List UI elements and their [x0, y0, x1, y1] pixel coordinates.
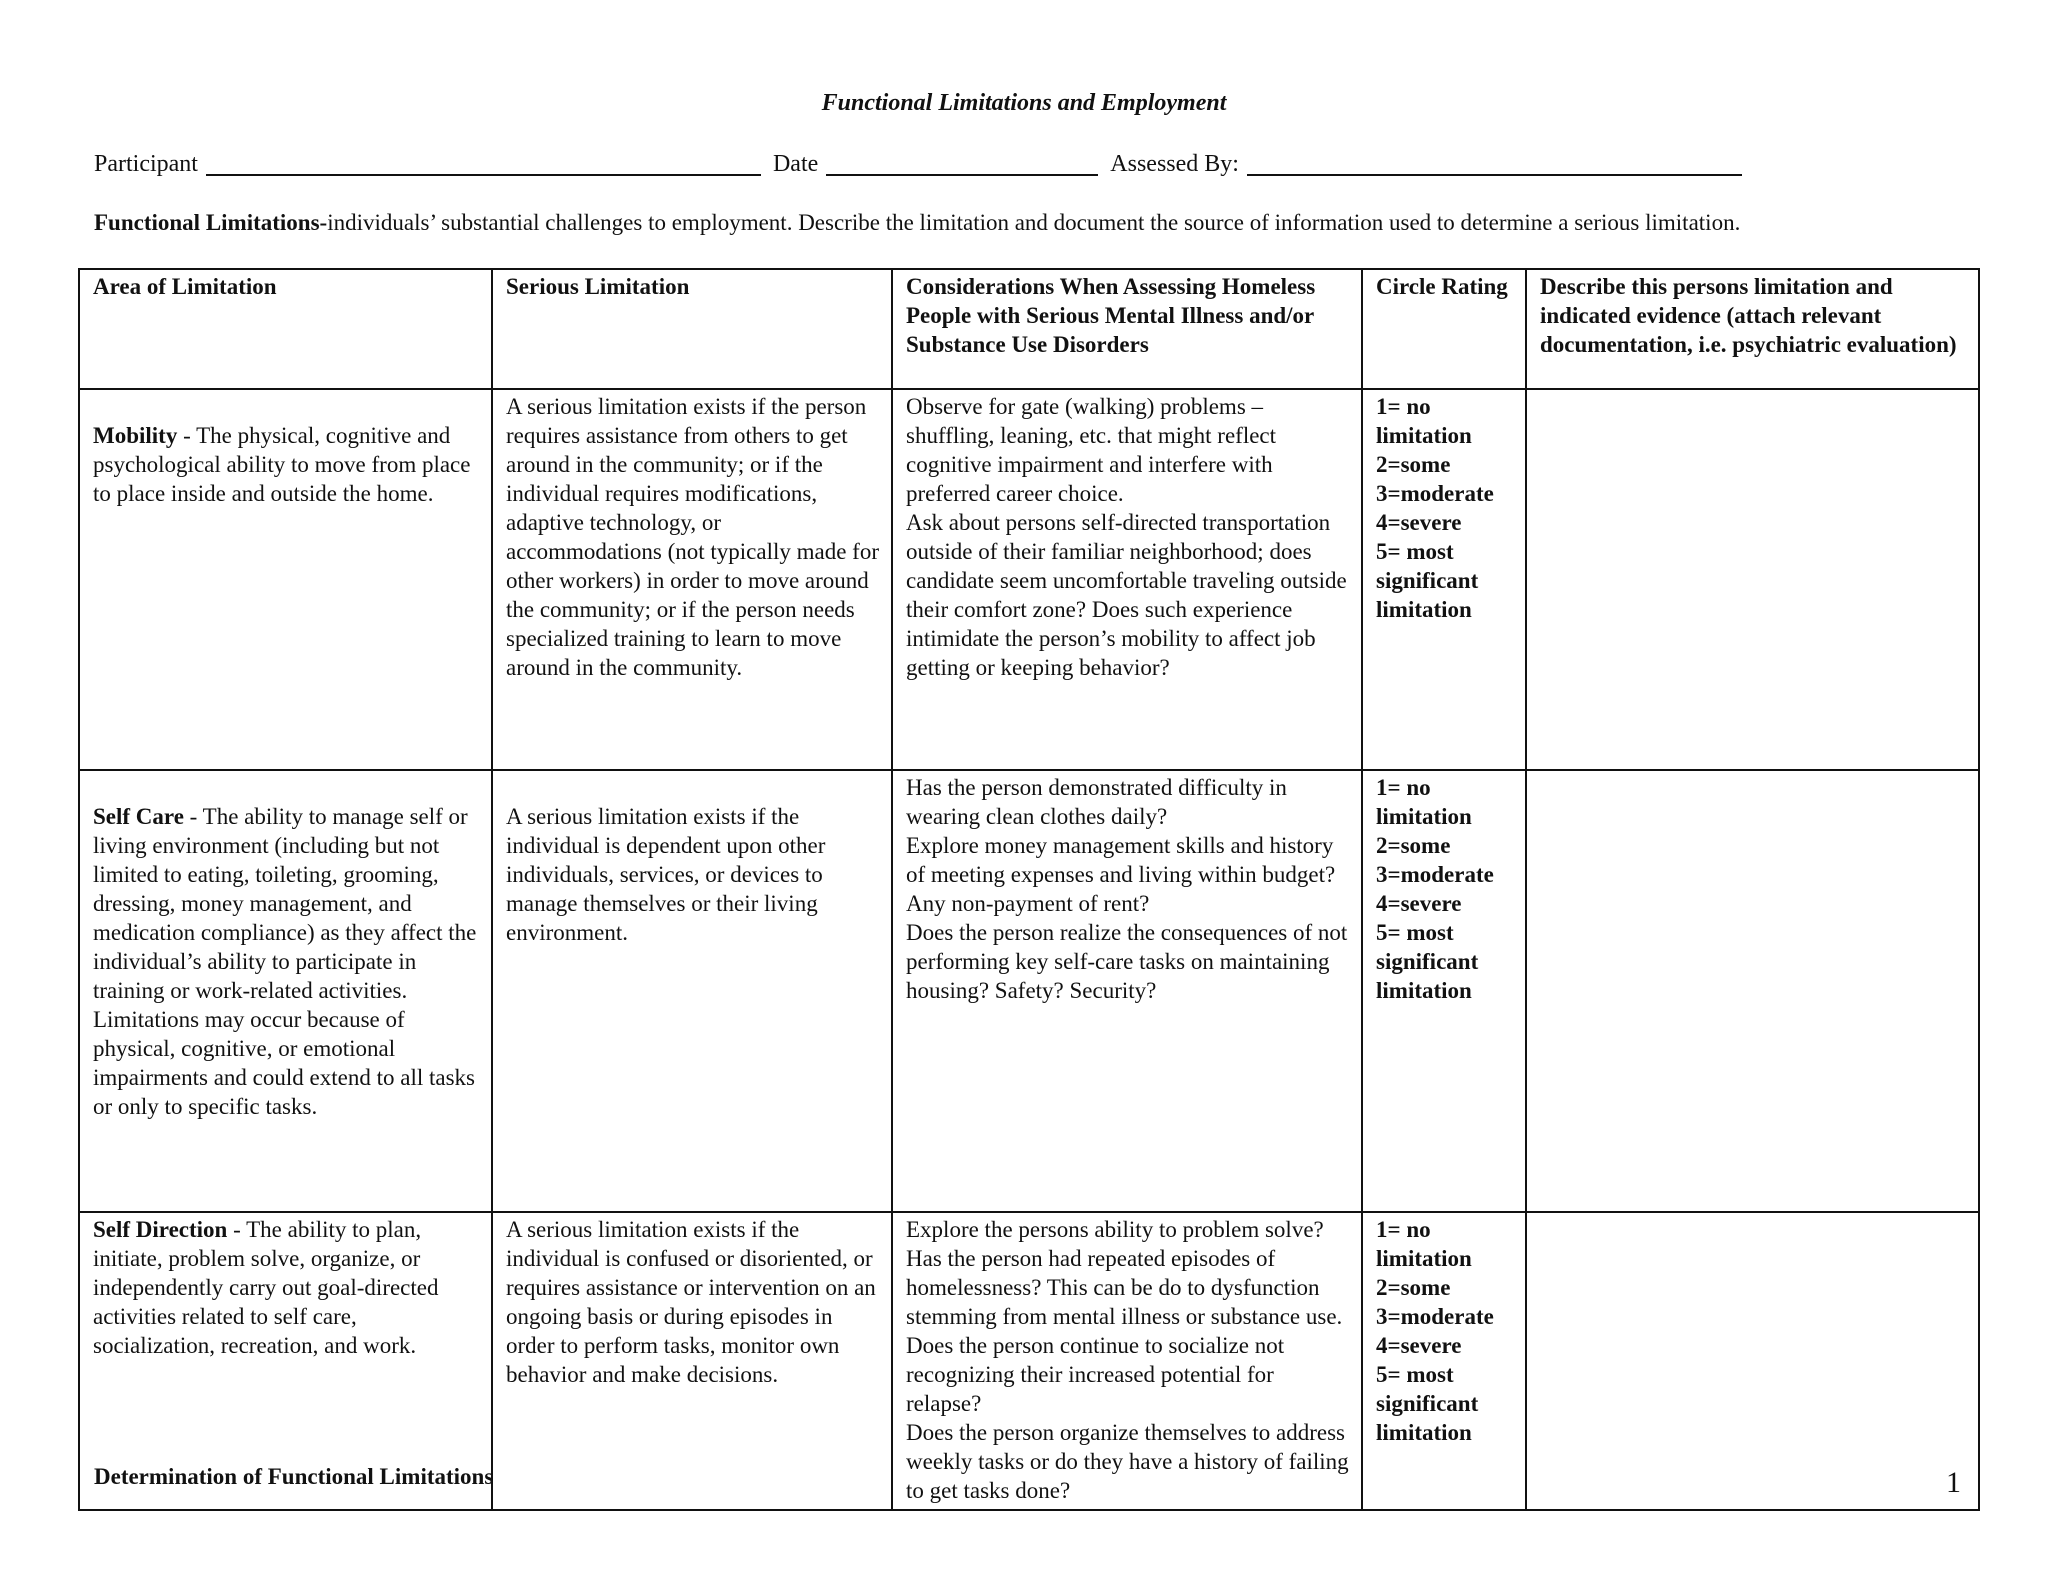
area-cell — [79, 389, 492, 770]
header-describe: Describe this persons limitation and indicated evidence (attach relevant documentation, i.e. psychiatric evaluation) — [1526, 269, 1979, 389]
rating-option[interactable]: 2=some — [1376, 833, 1451, 858]
intro-bold: Functional Limitations- — [94, 210, 328, 235]
rating-option[interactable]: 1= no limitation — [1376, 394, 1472, 448]
rating-option[interactable]: 1= no limitation — [1376, 775, 1472, 829]
area-cell — [79, 770, 492, 1212]
serious-cell: A serious limitation exists if the person requires assistance from others to get around in the community; or if the individual requires modifications, adaptive technology, or accommodations (not typically made for other workers) in order to move around the community; or if the person needs specialized training to learn to move around in the community. — [492, 389, 892, 770]
intro-text — [94, 210, 1740, 236]
footer-label: Determination of Functional Limitations — [94, 1464, 494, 1489]
consideration-text: Explore the persons ability to problem solve? Has the person had repeated episodes of homelessness? This can be do to dysfunction stemming from mental illness or substance use. Does the person continue to socialize not recognizing their increased potential for relapse? — [906, 1217, 1343, 1416]
header-area: Area of Limitation — [79, 269, 492, 389]
rating-option[interactable]: 4=severe — [1376, 891, 1462, 916]
considerations-cell — [892, 1212, 1362, 1510]
table-header-row — [79, 269, 1979, 389]
consideration-text: Does the person realize the consequences of not performing key self-care tasks on maintaining housing? Safety? Security? — [906, 920, 1348, 1003]
area-name: Self Care — [93, 804, 184, 829]
page-title: Functional Limitations and Employment — [821, 90, 1227, 116]
rating-option[interactable]: 3=moderate — [1376, 1304, 1494, 1329]
header-serious: Serious Limitation — [492, 269, 892, 389]
considerations-cell — [892, 389, 1362, 770]
describe-cell[interactable] — [1526, 770, 1979, 1212]
serious-cell: A serious limitation exists if the individual is dependent upon other individuals, services, or devices to manage themselves or their living environment. — [492, 770, 892, 1212]
describe-cell[interactable] — [1526, 389, 1979, 770]
area-name: Self Direction — [93, 1217, 228, 1242]
intro-body: individuals’ substantial challenges to employment. Describe the limitation and document the source of information used to determine a serious limitation. — [327, 210, 1741, 235]
assessed-by-field[interactable] — [1247, 150, 1742, 176]
rating-cell[interactable] — [1362, 770, 1526, 1212]
rating-option[interactable]: 3=moderate — [1376, 862, 1494, 887]
assessed-by-label: Assessed By: — [1110, 151, 1239, 177]
rating-option[interactable]: 2=some — [1376, 1275, 1451, 1300]
serious-cell: A serious limitation exists if the individual is confused or disoriented, or requires assistance or intervention on an ongoing basis or during episodes in order to perform tasks, monitor own behavior and make decisions. — [492, 1212, 892, 1510]
consideration-text: Ask about persons self-directed transportation outside of their familiar neighborhood; does candidate seem uncomfortable traveling outside their comfort zone? Does such experience intimidate the person’s mobility to affect job getting or keeping behavior? — [906, 510, 1347, 680]
page-number: 1 — [1946, 1466, 1961, 1499]
considerations-cell — [892, 770, 1362, 1212]
rating-option[interactable]: 5= most significant limitation — [1376, 1362, 1479, 1445]
area-desc: - The physical, cognitive and psychological ability to move from place to place inside and outside the home. — [93, 423, 471, 506]
area-desc: - The ability to manage self or living environment (including but not limited to eating, toileting, grooming, dressing, money management, and medication compliance) as they affect the individual’s ability to participate in training or work-related activities. Limitations may occur because of physical, cognitive, or emotional impairments and could extend to all tasks or only to specific tasks. — [93, 804, 477, 1119]
rating-option[interactable]: 5= most significant limitation — [1376, 539, 1479, 622]
header-fields — [94, 150, 1754, 178]
rating-cell[interactable] — [1362, 389, 1526, 770]
limitations-table — [78, 268, 1980, 1511]
rating-option[interactable]: 5= most significant limitation — [1376, 920, 1479, 1003]
area-name: Mobility — [93, 423, 178, 448]
rating-cell[interactable] — [1362, 1212, 1526, 1510]
table-row — [79, 389, 1979, 770]
participant-field[interactable] — [206, 150, 761, 176]
table-row — [79, 770, 1979, 1212]
consideration-text: Explore money management skills and history of meeting expenses and living within budget? Any non-payment of rent? — [906, 833, 1336, 916]
consideration-text: Observe for gate (walking) problems – shuffling, leaning, etc. that might reflect cognitive impairment and interfere with preferred career choice. — [906, 394, 1277, 506]
header-rating: Circle Rating — [1362, 269, 1526, 389]
header-considerations: Considerations When Assessing Homeless People with Serious Mental Illness and/or Substance Use Disorders — [892, 269, 1362, 389]
date-field[interactable] — [826, 150, 1098, 176]
date-label: Date — [772, 151, 819, 177]
consideration-text: Has the person demonstrated difficulty in wearing clean clothes daily? — [906, 775, 1287, 829]
area-desc: - The ability to plan, initiate, problem solve, organize, or independently carry out goal-directed activities related to self care, socialization, recreation, and work. — [93, 1217, 439, 1358]
rating-option[interactable]: 4=severe — [1376, 1333, 1462, 1358]
rating-option[interactable]: 1= no limitation — [1376, 1217, 1472, 1271]
participant-label: Participant — [94, 151, 198, 177]
rating-option[interactable]: 2=some — [1376, 452, 1451, 477]
consideration-text: Does the person organize themselves to address weekly tasks or do they have a history of failing to get tasks done? — [906, 1420, 1349, 1503]
rating-option[interactable]: 4=severe — [1376, 510, 1462, 535]
describe-cell[interactable] — [1526, 1212, 1979, 1510]
rating-option[interactable]: 3=moderate — [1376, 481, 1494, 506]
